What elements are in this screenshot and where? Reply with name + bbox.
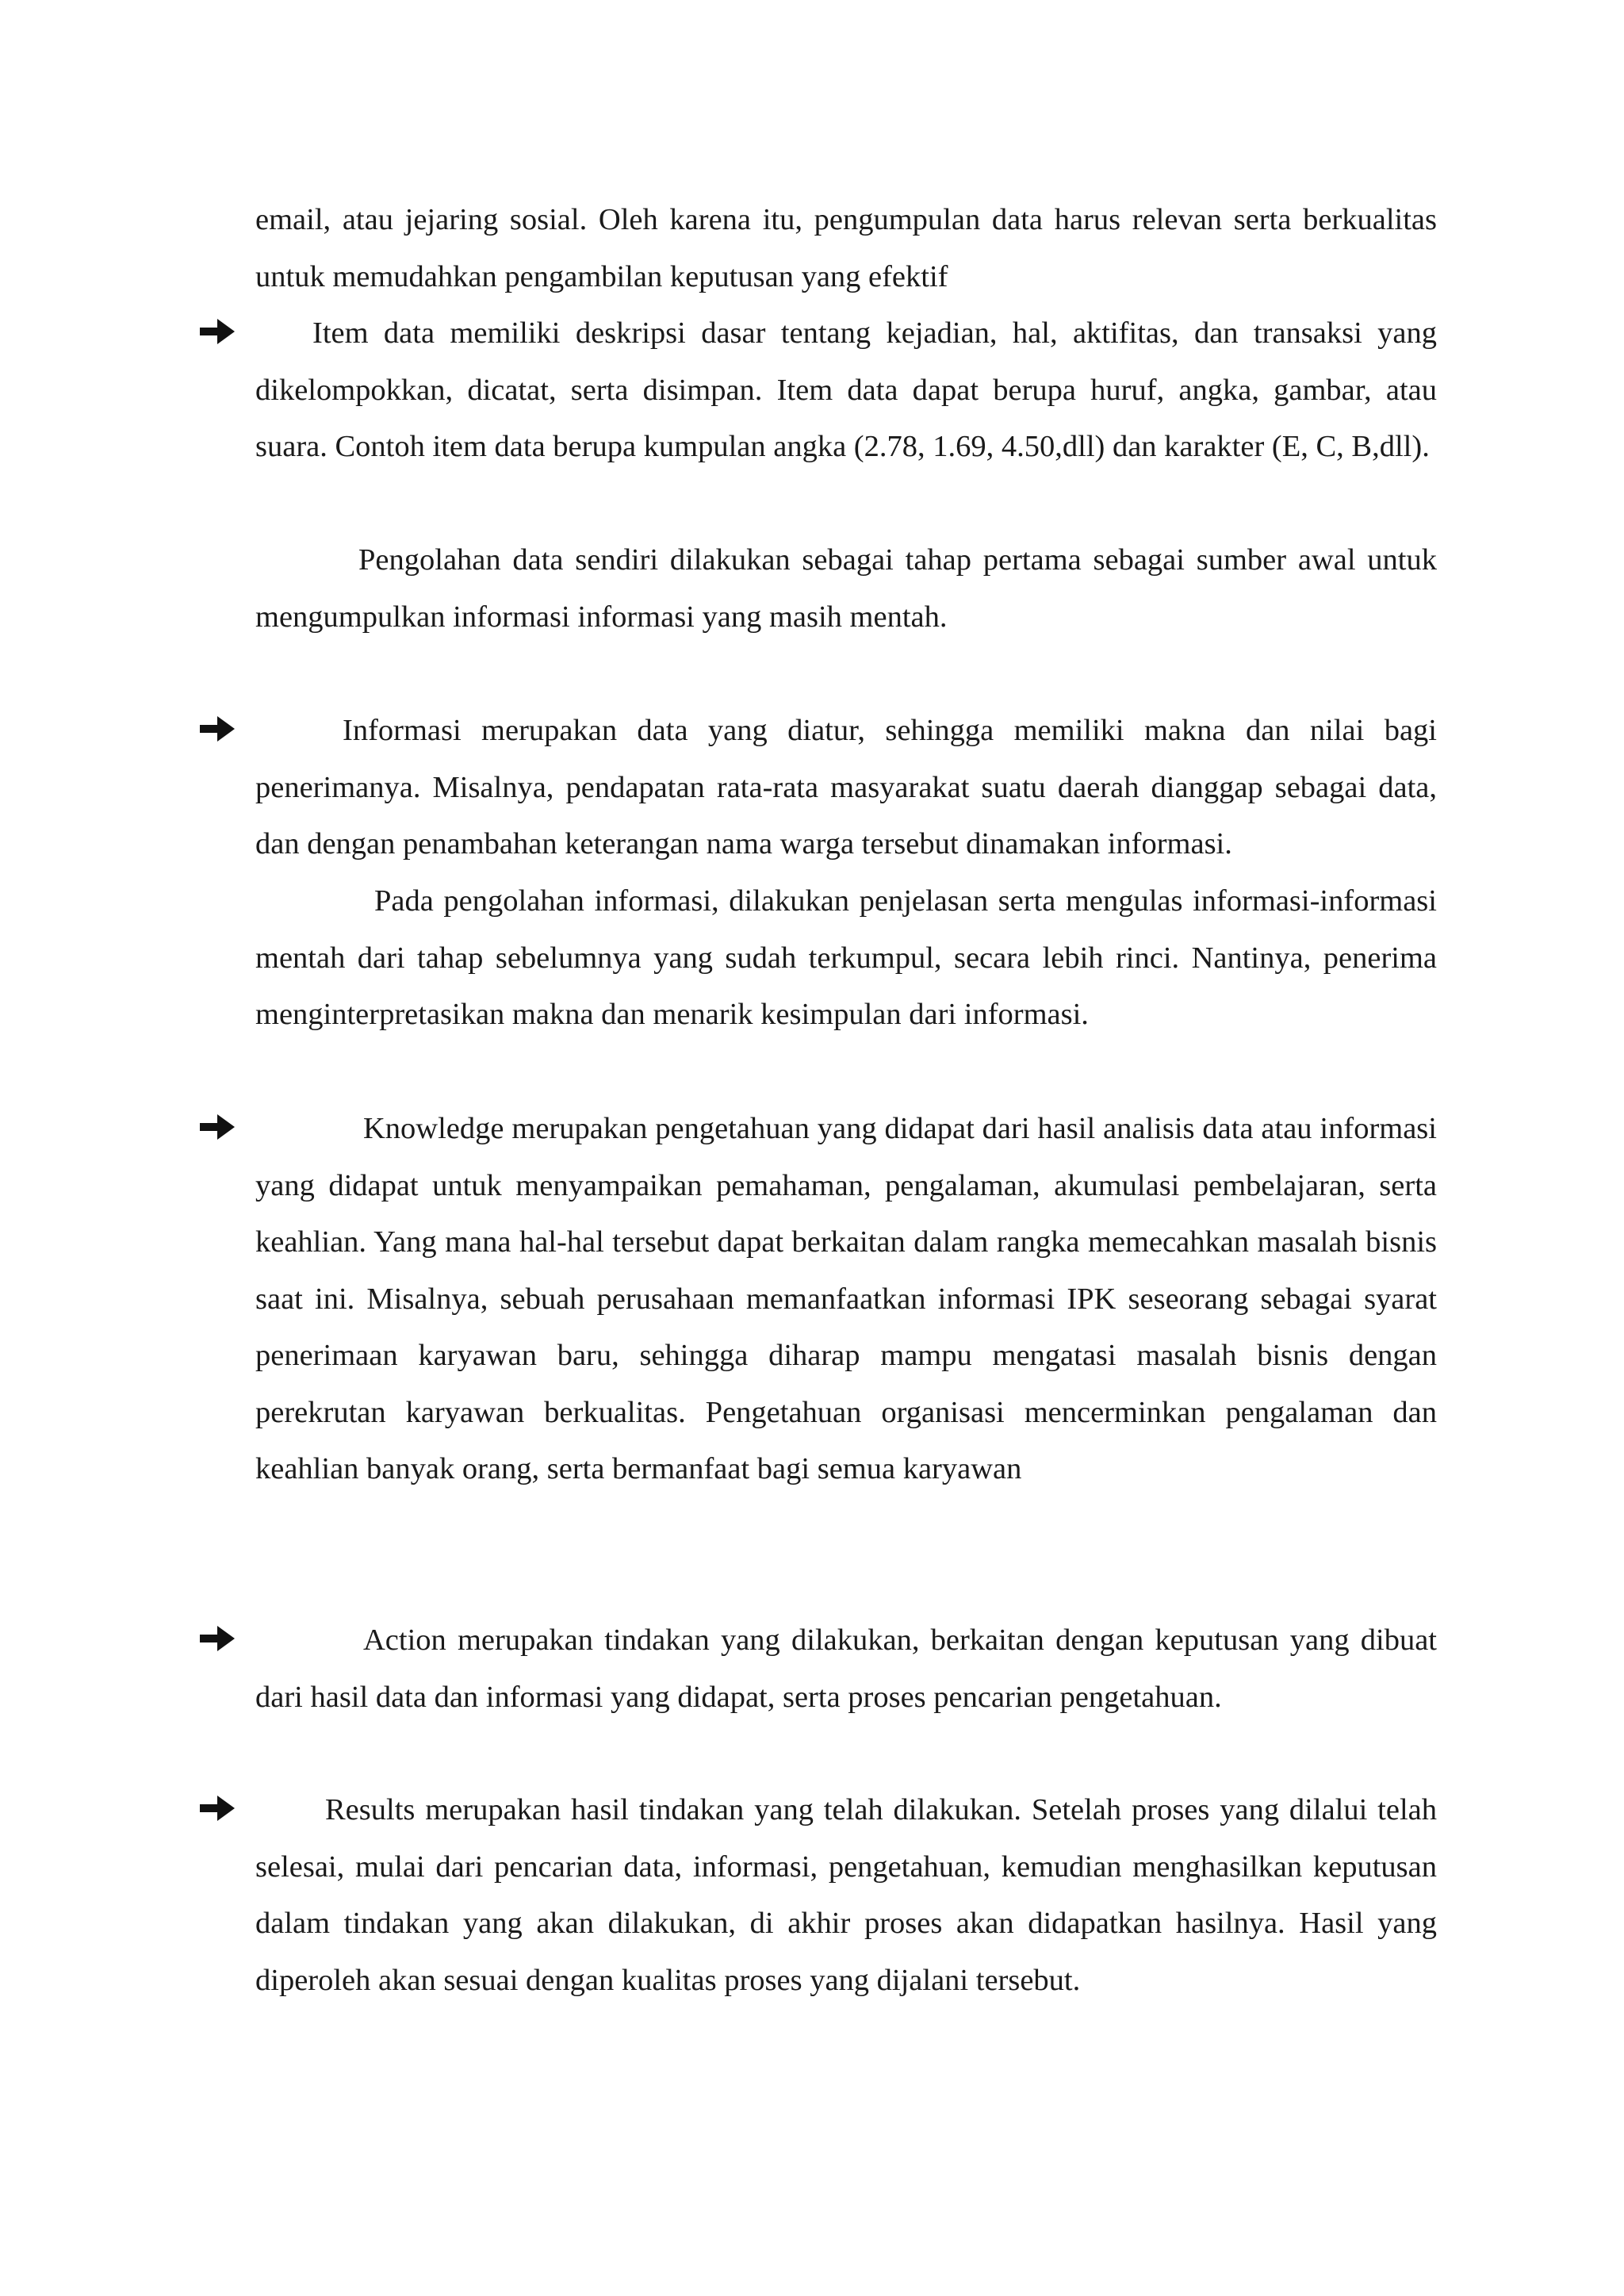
arrow-bullet-icon — [198, 1792, 236, 1824]
paragraph-intro-continuation: email, atau jejaring sosial. Oleh karena itu, pengumpulan data harus relevan serta berkualitas untuk memudahkan pengambilan keputusan yang efektif — [255, 203, 1437, 293]
paragraph-action: Action merupakan tindakan yang dilakukan, berkaitan dengan keputusan yang dibuat dari hasil data dan informasi yang didapat, serta proses pencarian pengetahuan. — [255, 1623, 1437, 1714]
paragraph-knowledge: Knowledge merupakan pengetahuan yang didapat dari hasil analisis data atau informasi yang didapat untuk menyampaikan pemahaman, pengalaman, akumulasi pembelajaran, serta keahlian. Yang mana hal-hal tersebut dapat berkaitan dalam rangka memecahkan masalah bisnis saat ini. Misalnya, sebuah perusahaan memanfaatkan informasi IPK seseorang sebagai syarat penerimaan karyawan baru, sehingga diharap mampu mengatasi masalah bisnis dengan perekrutan karyawan berkualitas. Pengetahuan organisasi mencerminkan pengalaman dan keahlian banyak orang, serta bermanfaat bagi semua karyawan — [255, 1112, 1437, 1485]
paragraph-information: Informasi merupakan data yang diatur, sehingga memiliki makna dan nilai bagi penerimanya. Misalnya, pendapatan rata-rata masyarakat suatu daerah dianggap sebagai data, dan dengan penambahan keterangan nama warga tersebut dinamakan informasi. — [255, 714, 1437, 861]
paragraph-results: Results merupakan hasil tindakan yang telah dilakukan. Setelah proses yang dilalui telah selesai, mulai dari pencarian data, informasi, pengetahuan, kemudian menghasilkan keputusan dalam tindakan yang akan dilakukan, di akhir proses akan didapatkan hasilnya. Hasil yang diperoleh akan sesuai dengan kualitas proses yang dijalani tersebut. — [255, 1793, 1437, 1997]
paragraph-data-item: Item data memiliki deskripsi dasar tentang kejadian, hal, aktifitas, dan transaksi yang dikelompokkan, dicatat, serta disimpan. Item data dapat berupa huruf, angka, gambar, atau suara. Contoh item data berupa kumpulan angka (2.78, 1.69, 4.50,dll) dan karakter (E, C, B,dll). — [255, 316, 1437, 463]
paragraph-data-processing: Pengolahan data sendiri dilakukan sebagai tahap pertama sebagai sumber awal untuk mengumpulkan informasi informasi yang masih mentah. — [255, 543, 1437, 634]
paragraph-information-processing: Pada pengolahan informasi, dilakukan penjelasan serta mengulas informasi-informasi mentah dari tahap sebelumnya yang sudah terkumpul, secara lebih rinci. Nantinya, penerima menginterpretasikan makna dan menarik kesimpulan dari informasi. — [255, 884, 1437, 1031]
arrow-bullet-icon — [198, 316, 236, 347]
arrow-bullet-icon — [198, 713, 236, 745]
arrow-bullet-icon — [198, 1111, 236, 1143]
arrow-bullet-icon — [198, 1623, 236, 1654]
